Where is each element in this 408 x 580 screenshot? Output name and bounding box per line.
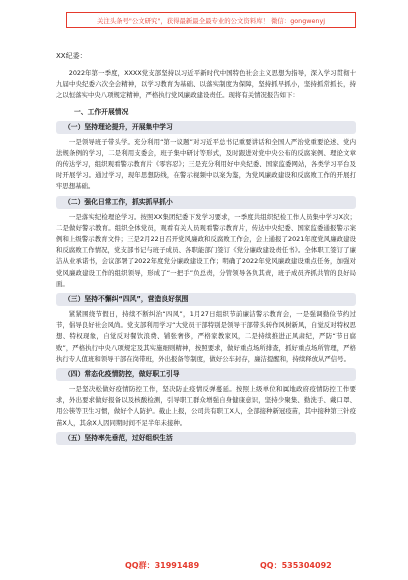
promo-banner <box>66 12 356 28</box>
qq-number-text: QQ：535304092 <box>260 561 332 570</box>
paragraph-epidemic: 一是坚决松做好疫情防控工作，坚决防止疫情反弹蔓延。按照上级单位和属地政府疫情防控工作要求，外出要求做好报备以及核酸检测，引导职工群众增强自身健康意识，坚持少聚集、勤洗手、戴口罩、用公筷等卫生习惯，做好个人防护。截止上报，公司共有职工X人，全部接种新冠疫苗，其中接种第三针疫苗X人，其余X人因同期时间不足半年未接种。 <box>56 385 356 427</box>
section-heading-work: 一、工作开展情况 <box>74 107 129 116</box>
subheading-four-winds: （三）坚持不懈纠“四风”，营造良好氛围 <box>56 293 356 306</box>
paragraph-four-winds: 紧紧围绕节假日，持续不断纠治“四风”，1月27日组织节前廉洁警示教育会，一是强调勤俭节约过节，倡导良好社会风尚。党支部利用学习“大党员干部特别是领导干部带头转作风树新风，自觉反对特权思想、特权现象，自觉反对餐饮浪费、铺张奢侈，严格家教家风，二是持续推进正风肃纪，严防“节日腐败”，严格执行中央八项规定及其实施细则精神，按照要求，做好重点场所排查，抓好重点场所管理，严格执行专人值班和领导干部在岗带班，外出报备等制度，做好公车封存，廉洁提醒和，持续释放从严信号。 <box>56 310 356 363</box>
paragraph-daily-work: 一是落实纪检理论学习。按照XX集团纪委下发学习要求，一季度共组织纪检工作人员集中学习X次；二是做好警示教育。组织全体党员，观看有关人员观看警示教育片，传达中央纪委、国家监委通报警示案例和上级警示教育文件；三是2月22日召开党风廉政和反腐败工作会，会上通报了2021年度党风廉政建设和反腐败工作情况，党支部书记与班子成员、各职能部门签订《党分廉政建设责任书》。全体职工签订了廉洁从业承诺书，会议部署了2022年度党分廉政建设工作；明确了2022年党风廉政建设重点任务，加强对党风廉政建设工作的组织领导，形成了“一把手”负总责，分管领导各负其责，班子成员齐抓共管的良好局面。 <box>56 212 356 288</box>
report-body <box>56 40 356 448</box>
subheading-epidemic: （四）常态化疫情防控，做好职工引导 <box>56 368 356 381</box>
promo-banner-text: 关注头条号"公文研究"，获得最新最全最专业的公文资料库！ 微信：gongwenyj <box>96 17 326 25</box>
subheading-organization-life: （五）坚持率先垂范，过好组织生活 <box>56 432 356 445</box>
contact-footer <box>0 558 408 574</box>
paragraph-theory: 一是领导班子带头学。充分利用“第一议题”对习近平总书记重要讲话和全国人严治党重要论述、党内法规条例的学习，二是利用支委会，班子集中研讨等形式，及时跟进对党中央公布的反腐案例、理论文章的传达学习，组织观看警示教育片《零容忍》；三是充分利用好中央纪委、国家监委网站，各类学习平台及时开展学习。通过学习，现年思想防线，在警示视频中以案为鉴，为党风廉政建设和反腐败工作的开展打牢思想基础。 <box>56 137 356 191</box>
subheading-theory: （一）坚持理论提升，开展集中学习 <box>56 121 356 134</box>
qq-group-text: QQ群：31991489 <box>125 561 200 570</box>
salutation: XX纪委： <box>56 52 87 60</box>
subheading-daily-work: （二）强化日常工作，抓实抓早抓小 <box>56 196 356 209</box>
intro-paragraph: 2022年第一季度，XXXX党支部坚持以习近平新时代中国特色社会主义思想为指导，深入学习贯彻十九届中央纪委六次全会精神，以学习教育为基础、以落实制度为保障，坚持抓早抓小，坚持抓常抓长，持之以恒落实中央八项规定精神，严格执行党风廉政建设责任。现将有关情况报告如下： <box>56 69 356 100</box>
